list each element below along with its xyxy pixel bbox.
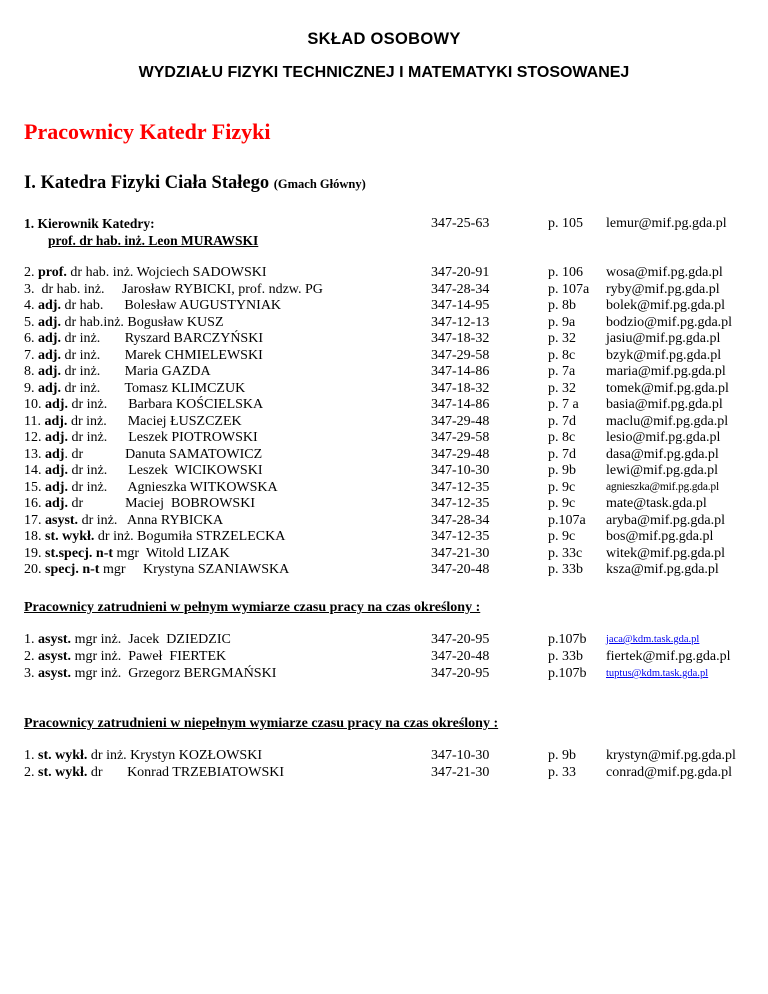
staff-degree-name: dr inż. Barbara KOŚCIELSKA bbox=[67, 397, 264, 412]
staff-number: 10. bbox=[24, 397, 42, 412]
staff-phone: 347-18-32 bbox=[431, 380, 490, 396]
staff-row bbox=[0, 363, 768, 380]
staff-room: p. 7 a bbox=[548, 397, 579, 412]
staff-number: 12. bbox=[24, 430, 42, 445]
staff-degree-name: mgr Witold LIZAK bbox=[113, 545, 230, 561]
staff-name bbox=[24, 665, 276, 682]
staff-name bbox=[24, 528, 285, 545]
staff-degree-name: dr inż. Anna RYBICKA bbox=[78, 512, 224, 528]
staff-email[interactable]: dasa@mif.pg.gda.pl bbox=[606, 446, 719, 462]
staff-number: 2. bbox=[24, 265, 35, 280]
staff-email[interactable]: fiertek@mif.pg.gda.pl bbox=[606, 649, 731, 664]
staff-number: 4. bbox=[24, 298, 35, 313]
staff-title: asyst. bbox=[45, 512, 79, 528]
head-room: p. 105 bbox=[548, 216, 583, 231]
staff-name bbox=[24, 631, 231, 648]
staff-row bbox=[0, 264, 768, 281]
staff-number: 2. bbox=[24, 765, 35, 780]
staff-row bbox=[0, 561, 768, 578]
staff-title: st. wykł. bbox=[38, 765, 88, 780]
staff-phone: 347-20-48 bbox=[431, 562, 490, 577]
staff-name bbox=[24, 380, 245, 397]
staff-degree-name: dr Maciej BOBROWSKI bbox=[67, 496, 255, 511]
staff-name bbox=[24, 545, 230, 562]
staff-degree-name: dr hab. inż. Jarosław RYBICKI, prof. ndzw. PG bbox=[38, 281, 323, 297]
staff-title: adj. bbox=[38, 380, 61, 396]
staff-title: adj. bbox=[45, 397, 68, 412]
staff-row bbox=[0, 545, 768, 562]
staff-title: adj. bbox=[45, 496, 68, 511]
staff-title: adj. bbox=[38, 314, 61, 330]
head-email[interactable]: lemur@mif.pg.gda.pl bbox=[606, 216, 727, 231]
staff-email[interactable]: agnieszka@mif.pg.gda.pl bbox=[606, 480, 719, 493]
staff-number: 3. bbox=[24, 666, 35, 681]
staff-phone: 347-18-32 bbox=[431, 331, 490, 346]
staff-room: p. 7a bbox=[548, 364, 576, 379]
staff-name bbox=[24, 363, 211, 380]
staff-degree-name: mgr Krystyna SZANIAWSKA bbox=[99, 562, 290, 577]
staff-title: asyst. bbox=[38, 632, 72, 647]
staff-row bbox=[0, 495, 768, 512]
staff-row bbox=[0, 281, 768, 298]
head-name-row bbox=[0, 232, 768, 249]
staff-name bbox=[24, 314, 224, 331]
staff-degree-name: dr inż. Ryszard BARCZYŃSKI bbox=[60, 331, 263, 346]
staff-email[interactable]: bzyk@mif.pg.gda.pl bbox=[606, 347, 722, 363]
staff-email[interactable]: conrad@mif.pg.gda.pl bbox=[606, 765, 733, 780]
staff-phone: 347-29-48 bbox=[431, 413, 490, 429]
staff-phone: 347-14-86 bbox=[431, 397, 490, 412]
staff-name bbox=[24, 462, 262, 479]
staff-degree-name: dr inż. Agnieszka WITKOWSKA bbox=[67, 479, 278, 495]
staff-email[interactable]: bolek@mif.pg.gda.pl bbox=[606, 298, 726, 313]
staff-email[interactable]: tuptus@kdm.task.gda.pl bbox=[606, 668, 709, 679]
staff-name bbox=[24, 495, 255, 512]
staff-number: 5. bbox=[24, 314, 35, 330]
staff-row bbox=[0, 380, 768, 397]
staff-phone: 347-14-86 bbox=[431, 364, 490, 379]
staff-phone: 347-12-35 bbox=[431, 529, 490, 544]
staff-room: p. 9b bbox=[548, 463, 576, 478]
staff-phone: 347-14-95 bbox=[431, 298, 490, 313]
staff-room: p. 8c bbox=[548, 430, 576, 445]
staff-email[interactable]: mate@task.gda.pl bbox=[606, 496, 707, 511]
staff-email[interactable]: lewi@mif.pg.gda.pl bbox=[606, 463, 719, 478]
staff-number: 15. bbox=[24, 479, 42, 495]
staff-title: adj. bbox=[45, 479, 68, 495]
staff-email[interactable]: ksza@mif.pg.gda.pl bbox=[606, 562, 719, 577]
staff-name bbox=[24, 347, 263, 364]
staff-title: adj bbox=[45, 446, 65, 462]
staff-phone: 347-28-34 bbox=[431, 512, 490, 528]
staff-phone: 347-20-91 bbox=[431, 265, 490, 280]
staff-row bbox=[0, 347, 768, 364]
staff-room: p. 32 bbox=[548, 380, 576, 396]
staff-room: p. 107a bbox=[548, 281, 590, 297]
staff-room: p.107a bbox=[548, 512, 586, 528]
staff-row bbox=[0, 396, 768, 413]
head-name: prof. dr hab. inż. Leon MURAWSKI bbox=[48, 233, 259, 248]
staff-email[interactable]: aryba@mif.pg.gda.pl bbox=[606, 512, 726, 528]
staff-title: adj. bbox=[45, 430, 68, 445]
staff-row bbox=[0, 648, 768, 665]
section-title: Pracownicy Katedr Fizyki bbox=[24, 119, 271, 144]
head-phone: 347-25-63 bbox=[431, 216, 490, 231]
staff-degree-name: dr inż. Tomasz KLIMCZUK bbox=[60, 380, 246, 396]
staff-room: p. 9c bbox=[548, 479, 576, 495]
staff-name bbox=[24, 396, 263, 413]
staff-phone: 347-12-35 bbox=[431, 496, 490, 511]
staff-name bbox=[24, 429, 258, 446]
staff-title: st. wykł. bbox=[38, 748, 88, 763]
staff-number: 11. bbox=[24, 413, 41, 429]
staff-degree-name: . dr Danuta SAMATOWICZ bbox=[64, 446, 263, 462]
department-title bbox=[24, 173, 366, 194]
staff-name bbox=[24, 479, 278, 496]
staff-number: 13. bbox=[24, 446, 42, 462]
fulltime-heading: Pracownicy zatrudnieni w pełnym wymiarze czasu pracy na czas określony : bbox=[24, 600, 481, 615]
staff-row bbox=[0, 631, 768, 648]
staff-email[interactable]: tomek@mif.pg.gda.pl bbox=[606, 380, 729, 396]
staff-row bbox=[0, 462, 768, 479]
staff-name bbox=[24, 446, 262, 463]
staff-room: p. 32 bbox=[548, 331, 576, 346]
staff-name bbox=[24, 747, 262, 764]
staff-name bbox=[24, 413, 242, 430]
staff-room: p. 33c bbox=[548, 545, 583, 561]
staff-row bbox=[0, 764, 768, 781]
staff-phone: 347-29-58 bbox=[431, 430, 490, 445]
staff-phone: 347-20-48 bbox=[431, 649, 490, 664]
staff-email[interactable]: maria@mif.pg.gda.pl bbox=[606, 364, 726, 379]
staff-row bbox=[0, 665, 768, 682]
staff-room: p. 9c bbox=[548, 496, 576, 511]
staff-number: 19. bbox=[24, 545, 42, 561]
staff-room: p. 9b bbox=[548, 748, 576, 763]
staff-row bbox=[0, 446, 768, 463]
staff-degree-name: mgr inż. Grzegorz BERGMAŃSKI bbox=[71, 666, 277, 681]
staff-degree-name: dr hab. inż. Wojciech SADOWSKI bbox=[66, 265, 267, 280]
staff-room: p. 9c bbox=[548, 529, 576, 544]
staff-email[interactable]: witek@mif.pg.gda.pl bbox=[606, 545, 726, 561]
staff-title: adj. bbox=[38, 331, 61, 346]
staff-email[interactable]: ryby@mif.pg.gda.pl bbox=[606, 281, 720, 297]
department-name: I. Katedra Fizyki Ciała Stałego bbox=[24, 173, 274, 193]
staff-email[interactable]: basia@mif.pg.gda.pl bbox=[606, 397, 723, 412]
staff-title: adj. bbox=[38, 347, 61, 363]
staff-number: 18. bbox=[24, 529, 42, 544]
staff-room: p. 33b bbox=[548, 562, 583, 577]
department-location: (Gmach Główny) bbox=[273, 177, 366, 191]
staff-degree-name: dr inż. Maciej ŁUSZCZEK bbox=[67, 413, 242, 429]
staff-degree-name: dr inż. Leszek WICIKOWSKI bbox=[67, 463, 263, 478]
parttime-heading: Pracownicy zatrudnieni w niepełnym wymiarze czasu pracy na czas określony : bbox=[24, 716, 499, 731]
staff-row bbox=[0, 747, 768, 764]
staff-phone: 347-12-35 bbox=[431, 479, 490, 495]
staff-degree-name: mgr inż. Jacek DZIEDZIC bbox=[71, 632, 231, 647]
staff-number: 9. bbox=[24, 380, 35, 396]
staff-email[interactable]: lesio@mif.pg.gda.pl bbox=[606, 430, 721, 445]
staff-name bbox=[24, 512, 223, 529]
staff-title: st. wykł. bbox=[45, 529, 95, 544]
staff-number: 1. bbox=[24, 748, 35, 763]
staff-number: 17. bbox=[24, 512, 42, 528]
staff-number: 16. bbox=[24, 496, 42, 511]
staff-room: p.107b bbox=[548, 666, 587, 681]
staff-email[interactable]: bos@mif.pg.gda.pl bbox=[606, 529, 714, 544]
staff-title: specj. n-t bbox=[45, 562, 100, 577]
staff-title: adj. bbox=[38, 298, 61, 313]
staff-degree-name: dr inż. Maria GAZDA bbox=[60, 364, 211, 379]
staff-degree-name: dr inż. Marek CHMIELEWSKI bbox=[60, 347, 263, 363]
staff-name bbox=[24, 561, 289, 578]
staff-number: 7. bbox=[24, 347, 35, 363]
staff-email[interactable]: bodzio@mif.pg.gda.pl bbox=[606, 314, 733, 330]
staff-degree-name: dr Konrad TRZEBIATOWSKI bbox=[87, 765, 285, 780]
staff-name bbox=[24, 281, 323, 298]
staff-row bbox=[0, 330, 768, 347]
staff-room: p. 7d bbox=[548, 446, 576, 462]
staff-name bbox=[24, 764, 284, 781]
staff-degree-name: dr inż. Krystyn KOZŁOWSKI bbox=[87, 748, 262, 763]
staff-email[interactable]: wosa@mif.pg.gda.pl bbox=[606, 265, 723, 280]
staff-number: 2. bbox=[24, 649, 35, 664]
staff-phone: 347-20-95 bbox=[431, 632, 490, 647]
staff-title: adj. bbox=[44, 413, 68, 429]
head-row bbox=[0, 215, 768, 232]
staff-row bbox=[0, 528, 768, 545]
staff-row bbox=[0, 297, 768, 314]
staff-email[interactable]: maclu@mif.pg.gda.pl bbox=[606, 413, 729, 429]
staff-email[interactable]: jaca@kdm.task.gda.pl bbox=[606, 634, 700, 645]
staff-title: adj. bbox=[38, 364, 61, 379]
staff-name bbox=[24, 330, 263, 347]
staff-title: asyst. bbox=[38, 666, 72, 681]
staff-title: st.specj. n-t bbox=[45, 545, 114, 561]
staff-phone: 347-20-95 bbox=[431, 666, 490, 681]
head-label: 1. Kierownik Katedry: bbox=[24, 216, 155, 231]
staff-room: p. 8b bbox=[548, 298, 576, 313]
faculty-title: WYDZIAŁU FIZYKI TECHNICZNEJ I MATEMATYKI STOSOWANEJ bbox=[138, 64, 630, 81]
staff-number: 14. bbox=[24, 463, 42, 478]
staff-phone: 347-29-48 bbox=[431, 446, 490, 462]
staff-room: p. 33 bbox=[548, 765, 576, 780]
staff-room: p.107b bbox=[548, 632, 587, 647]
staff-degree-name: dr hab.inż. Bogusław KUSZ bbox=[60, 314, 224, 330]
staff-number: 3. bbox=[24, 281, 35, 297]
staff-degree-name: dr inż. Bogumiła STRZELECKA bbox=[94, 529, 286, 544]
staff-phone: 347-12-13 bbox=[431, 314, 490, 330]
staff-title: prof. bbox=[38, 265, 67, 280]
staff-number: 20. bbox=[24, 562, 42, 577]
staff-room: p. 9a bbox=[548, 314, 576, 330]
staff-phone: 347-10-30 bbox=[431, 748, 490, 763]
staff-email[interactable]: jasiu@mif.pg.gda.pl bbox=[606, 331, 721, 346]
staff-name bbox=[24, 264, 267, 281]
staff-phone: 347-10-30 bbox=[431, 463, 490, 478]
staff-name bbox=[24, 297, 281, 314]
staff-row bbox=[0, 512, 768, 529]
staff-row bbox=[0, 314, 768, 331]
staff-number: 8. bbox=[24, 364, 35, 379]
staff-degree-name: mgr inż. Paweł FIERTEK bbox=[71, 649, 227, 664]
staff-phone: 347-29-58 bbox=[431, 347, 490, 363]
staff-degree-name: dr inż. Leszek PIOTROWSKI bbox=[67, 430, 258, 445]
staff-phone: 347-21-30 bbox=[431, 545, 490, 561]
staff-row bbox=[0, 479, 768, 496]
staff-name bbox=[24, 648, 226, 665]
staff-room: p. 7d bbox=[548, 413, 576, 429]
staff-room: p. 106 bbox=[548, 265, 583, 280]
staff-title: adj. bbox=[45, 463, 68, 478]
staff-number: 6. bbox=[24, 331, 35, 346]
staff-row bbox=[0, 413, 768, 430]
staff-phone: 347-28-34 bbox=[431, 281, 490, 297]
staff-number: 1. bbox=[24, 632, 35, 647]
document-title: SKŁAD OSOBOWY bbox=[307, 30, 461, 48]
staff-email[interactable]: krystyn@mif.pg.gda.pl bbox=[606, 748, 736, 763]
staff-degree-name: dr hab. Bolesław AUGUSTYNIAK bbox=[60, 298, 282, 313]
staff-title: asyst. bbox=[38, 649, 72, 664]
staff-room: p. 8c bbox=[548, 347, 576, 363]
staff-room: p. 33b bbox=[548, 649, 583, 664]
staff-phone: 347-21-30 bbox=[431, 765, 490, 780]
staff-row bbox=[0, 429, 768, 446]
